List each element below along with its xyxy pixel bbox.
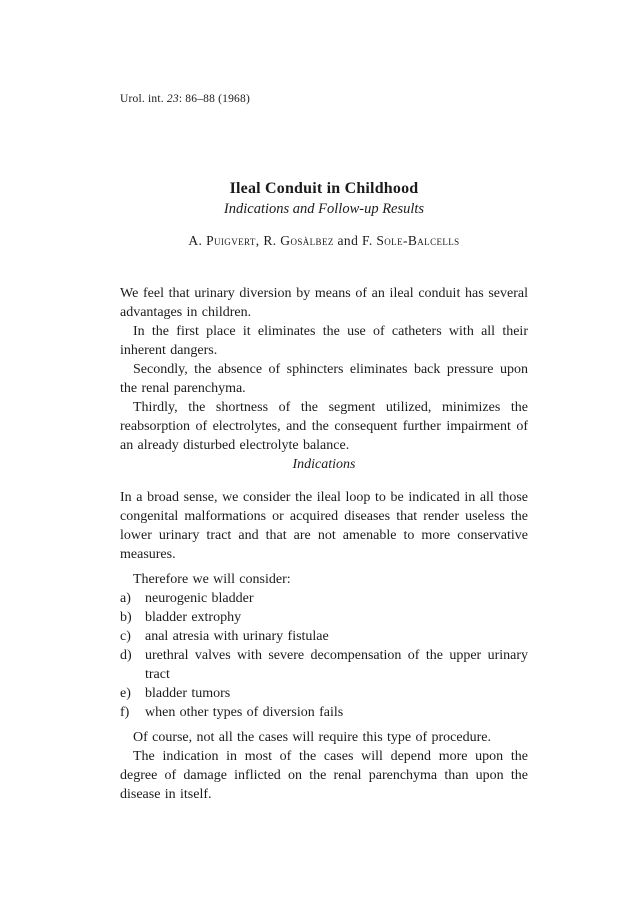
list-item xyxy=(120,684,528,703)
list-item xyxy=(120,646,528,684)
list-item-label: a) xyxy=(120,591,131,606)
list-item-text: anal atresia with urinary fistulae xyxy=(145,629,329,644)
article-body xyxy=(120,284,528,804)
list-item-text: urethral valves with severe decompensation of the upper urinary tract xyxy=(145,648,528,682)
closing-paragraph: The indication in most of the cases will depend more upon the degree of damage inflicted on the renal parenchyma than upon the disease in itself. xyxy=(120,749,528,802)
list-item-label: b) xyxy=(120,610,132,625)
intro-paragraph: Secondly, the absence of sphincters eliminates back pressure upon the renal parenchyma. xyxy=(120,362,528,396)
author-name-2: R. Gosàlbez xyxy=(263,233,334,248)
list-item xyxy=(120,627,528,646)
text-column xyxy=(120,0,528,804)
list-item-text: when other types of diversion fails xyxy=(145,705,344,720)
author-name-3: F. Sole-Balcells xyxy=(362,233,460,248)
author-name-1: A. Puigvert xyxy=(188,233,256,248)
author-conjunction: and xyxy=(333,233,362,248)
list-intro: Therefore we will consider: xyxy=(133,572,291,587)
indications-list xyxy=(120,589,528,722)
list-item-text: bladder extrophy xyxy=(145,610,242,625)
author-separator: , xyxy=(255,233,264,248)
page-title: Ileal Conduit in Childhood xyxy=(229,180,419,197)
list-item-label: e) xyxy=(120,686,131,701)
list-item xyxy=(120,608,528,627)
list-item xyxy=(120,589,528,608)
indications-lead-paragraph: In a broad sense, we consider the ileal loop to be indicated in all those congenital malformations or acquired diseases that render useless the lower urinary tract and that are not amenable to more conservative measures. xyxy=(120,490,528,562)
authors-line xyxy=(120,232,528,250)
journal-reference xyxy=(120,92,528,106)
list-item-label: d) xyxy=(120,648,132,663)
list-item-label: c) xyxy=(120,629,131,644)
closing-paragraph: Of course, not all the cases will require this type of procedure. xyxy=(133,730,491,745)
article-subtitle: Indications and Follow-up Results xyxy=(223,201,425,217)
intro-paragraph: In the first place it eliminates the use of catheters with all their inherent dangers. xyxy=(120,324,528,358)
journal-pages-year: : 86–88 (1968) xyxy=(178,93,250,105)
list-item-text: neurogenic bladder xyxy=(145,591,254,606)
list-item-label: f) xyxy=(120,705,130,720)
list-item xyxy=(120,703,528,722)
journal-name: Urol. int. xyxy=(120,93,167,105)
section-heading-indications: Indications xyxy=(292,457,356,472)
journal-volume: 23 xyxy=(166,93,179,105)
list-item-text: bladder tumors xyxy=(145,686,231,701)
intro-paragraph: Thirdly, the shortness of the segment utilized, minimizes the reabsorption of electrolytes, and the consequent further impairment of an already disturbed electrolyte balance. xyxy=(120,400,528,453)
intro-paragraph: We feel that urinary diversion by means of an ileal conduit has several advantages in children. xyxy=(120,286,528,320)
